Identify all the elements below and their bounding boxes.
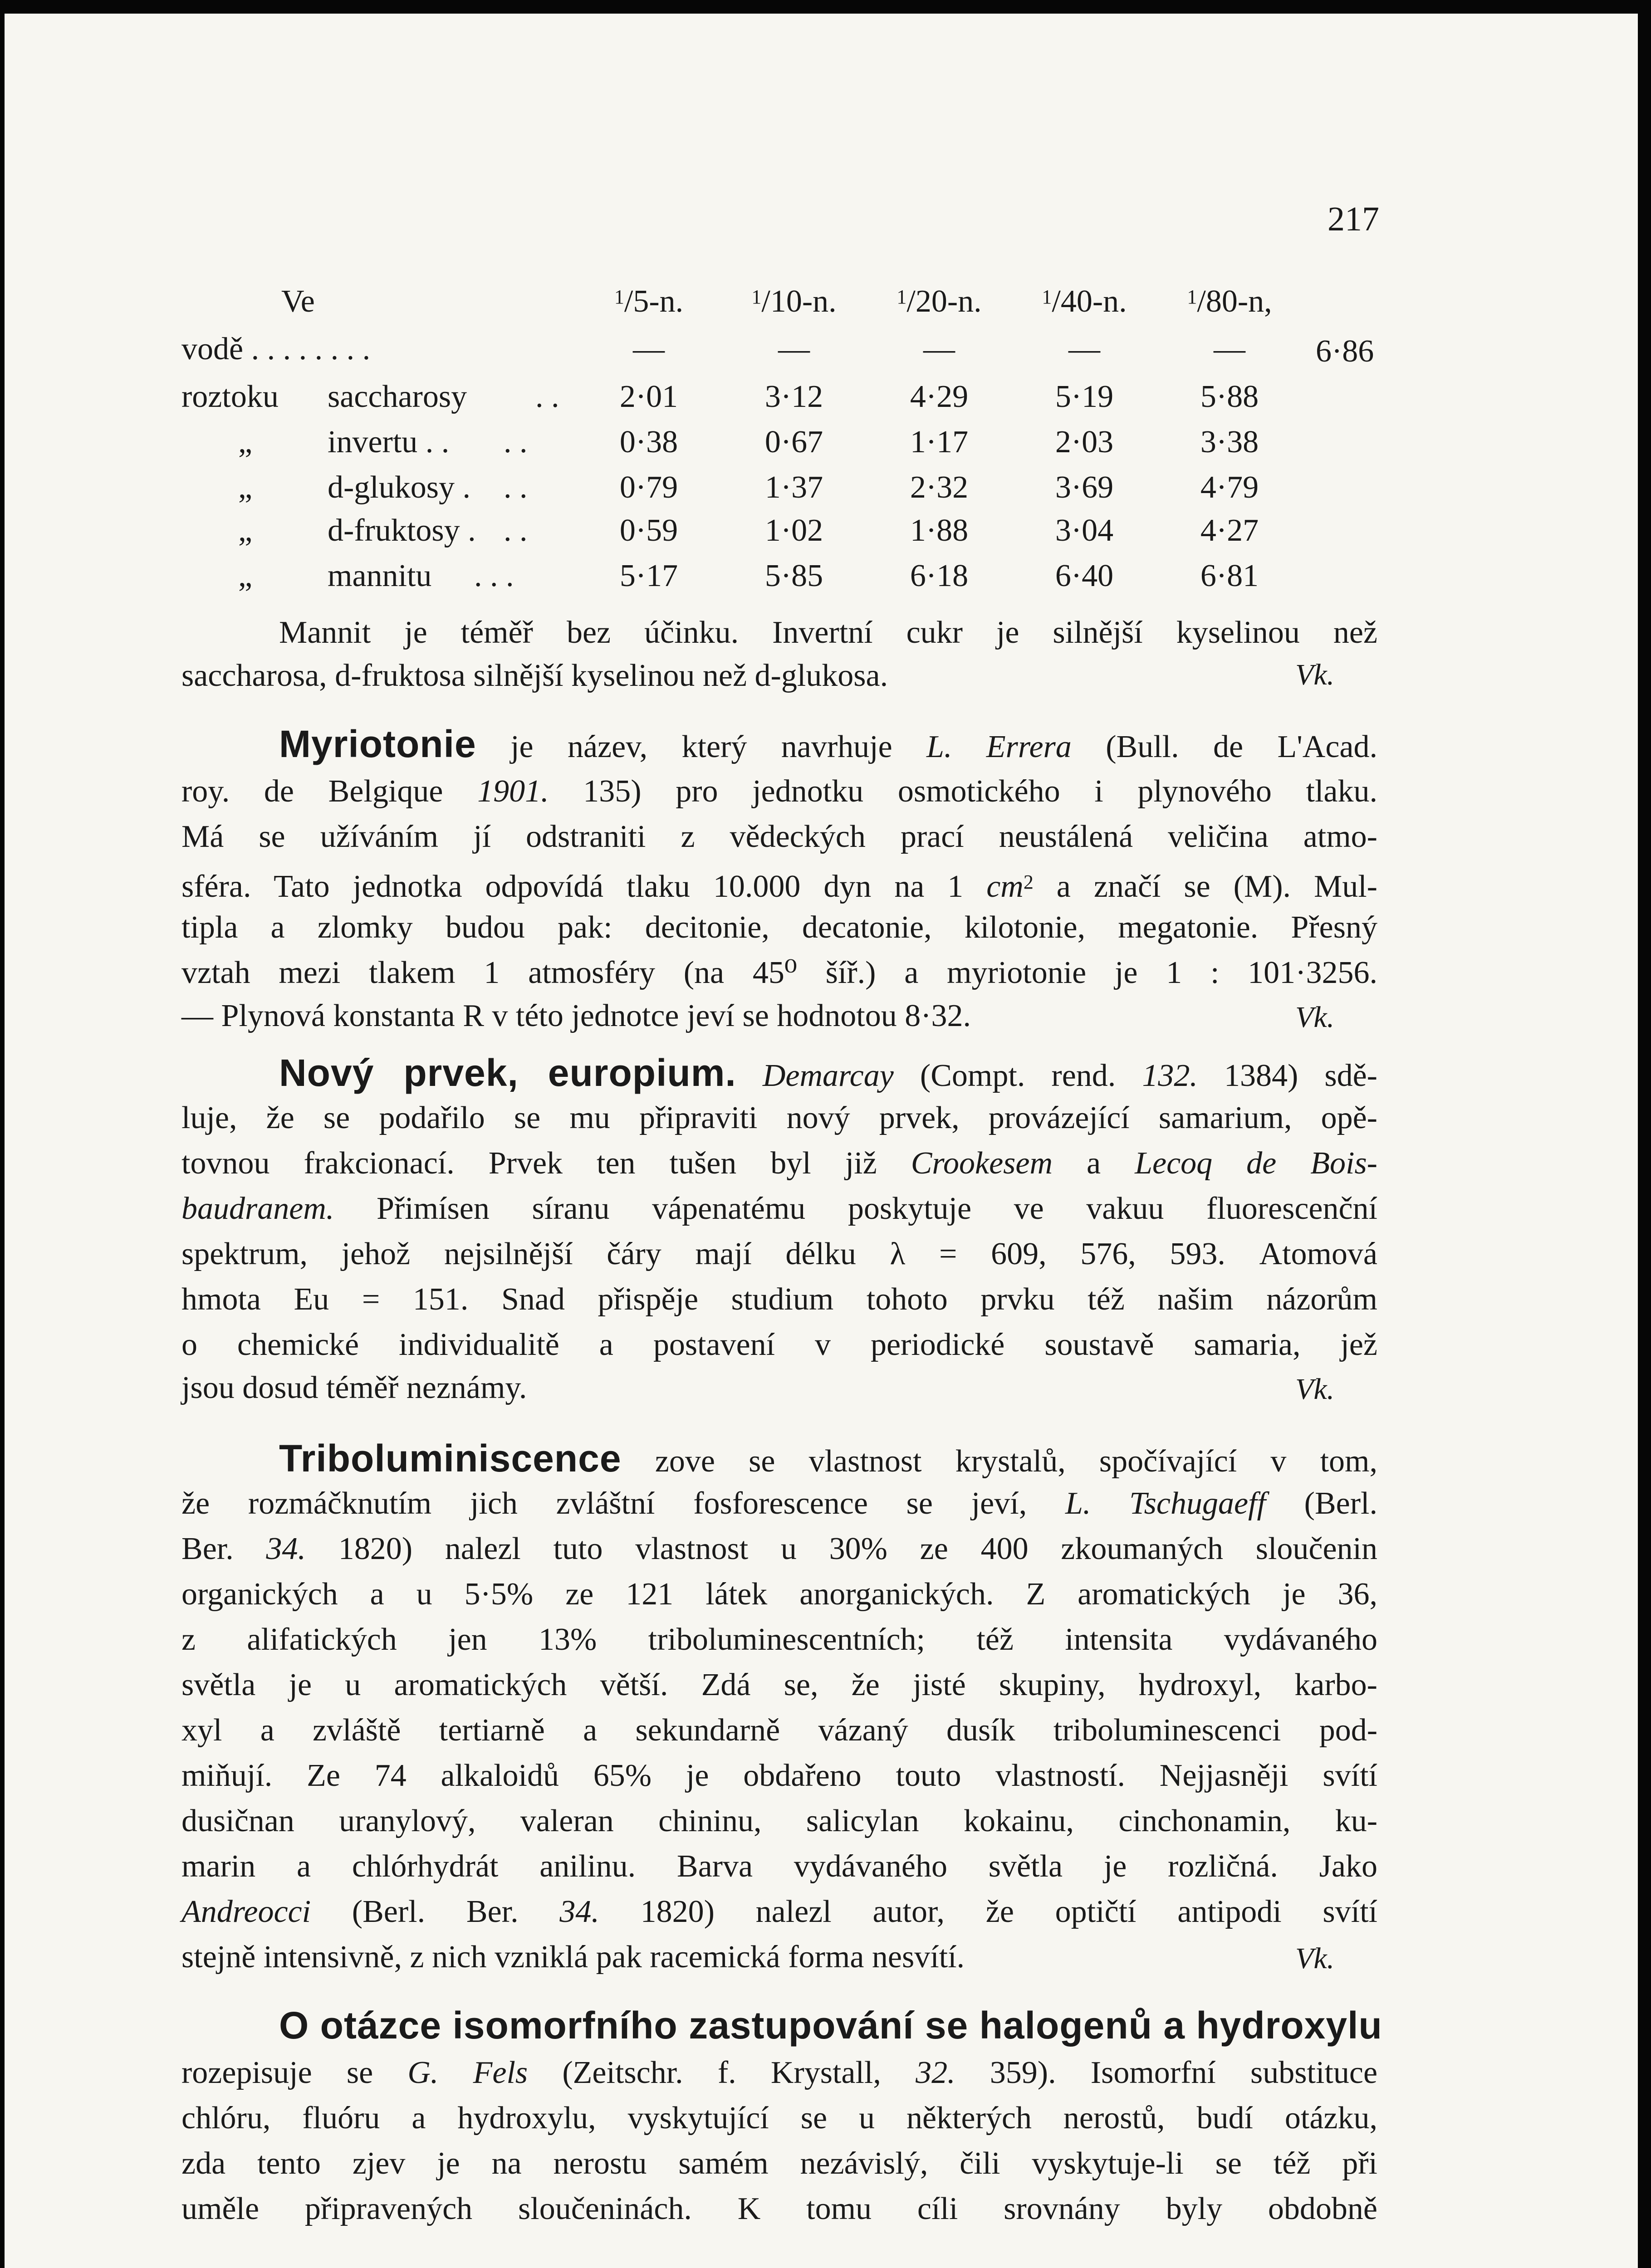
- table-cell: —: [1214, 332, 1245, 367]
- row-prefix: „: [238, 425, 253, 459]
- text-line: stejně intensivně, z nich vzniklá pak racemická forma nesvítí.: [181, 1940, 965, 1975]
- table-cell: 4·27: [1200, 513, 1259, 548]
- author-signature: Vk.: [1295, 1942, 1335, 1975]
- author-signature: Vk.: [1295, 1001, 1335, 1034]
- text-line: sféra. Tato jednotka odpovídá tlaku 10.000 dyn na 1 $cm^2$ a značí se (M). Mul-: [181, 869, 1377, 904]
- row-dots: . .: [535, 379, 559, 414]
- row-prefix: „: [238, 558, 253, 593]
- table-cell: 2·01: [619, 379, 678, 414]
- table-cell: 2·03: [1055, 425, 1114, 459]
- row-label: saccharosy: [328, 379, 467, 414]
- table-cell: 6·40: [1055, 558, 1114, 593]
- text-line: jsou dosud téměř neznámy.: [181, 1370, 527, 1405]
- row-prefix: „: [238, 470, 253, 505]
- article-heading: Myriotonie: [279, 723, 476, 765]
- table-cell: 0·67: [764, 425, 823, 459]
- text-line: saccharosa, d-fruktosa silnější kyselinou než d-glukosa.: [181, 658, 888, 693]
- col-header-80: $^1$/80-n,: [1187, 284, 1272, 319]
- row-label: d-fruktosy .: [328, 513, 476, 548]
- col-header-5: $^1$/5-n.: [614, 284, 684, 319]
- text-line: xyl a zvláště tertiarně a sekundarně vázaný dusík triboluminescenci pod-: [181, 1713, 1377, 1748]
- row-dots: . . .: [474, 558, 514, 593]
- text-line: — Plynová konstanta R v této jednotce jeví se hodnotou 8·32.: [181, 998, 971, 1033]
- text-line: světla je u aromatických větší. Zdá se, že jisté skupiny, hydroxyl, karbo-: [181, 1667, 1377, 1702]
- table-cell: 4·79: [1200, 470, 1259, 505]
- col-header-10: $^1$/10-n.: [751, 284, 837, 319]
- text-line: zda tento zjev je na nerostu samém nezávislý, čili vyskytuje-li se též při: [181, 2146, 1377, 2181]
- text-line: Triboluminiscence zove se vlastnost krystalů, spočívající v tom,: [279, 1437, 1377, 1480]
- table-cell: 1·37: [764, 470, 823, 505]
- table-cell: 4·29: [910, 379, 969, 414]
- table-cell: 1·88: [910, 513, 969, 548]
- text-line: Nový prvek, europium. Demarcay (Compt. rend. 132. 1384) sdě-: [279, 1051, 1377, 1094]
- text-line: Andreocci (Berl. Ber. 34. 1820) nalezl autor, že optičtí antipodi svítí: [181, 1894, 1377, 1929]
- table-cell: 1·02: [764, 513, 823, 548]
- acidity-table: [0, 0, 1651, 635]
- table-cell: 1·17: [910, 425, 969, 459]
- table-cell: 6·81: [1200, 558, 1259, 593]
- table-cell: 3·69: [1055, 470, 1114, 505]
- text-line: tipla a zlomky budou pak: decitonie, decatonie, kilotonie, megatonie. Přesný: [181, 910, 1377, 945]
- table-cell: 5·88: [1200, 379, 1259, 414]
- text-line: Mannit je téměř bez účinku. Invertní cukr je silnější kyselinou než: [279, 615, 1377, 650]
- text-line: uměle připravených sloučeninách. K tomu cíli srovnány byly obdobně: [181, 2191, 1377, 2226]
- row-prefix: roztoku: [181, 379, 279, 414]
- text-line: roy. de Belgique 1901. 135) pro jednotku osmotického i plynového tlaku.: [181, 774, 1378, 809]
- table-cell: 3·38: [1200, 425, 1259, 459]
- article-heading: O otázce isomorfního zastupování se halogenů a hydroxylu: [279, 2004, 1382, 2047]
- text-line: luje, že se podařilo se mu připraviti nový prvek, provázející samarium, opě-: [181, 1100, 1377, 1135]
- voda-value: 6·86: [1316, 334, 1374, 369]
- text-line: miňují. Ze 74 alkaloidů 65% je obdařeno touto vlastností. Nejjasněji svítí: [181, 1758, 1377, 1793]
- row-dots: . .: [504, 470, 528, 505]
- table-cell: 0·59: [619, 513, 678, 548]
- col-header-20: $^1$/20-n.: [897, 284, 982, 319]
- row-dots: . .: [504, 425, 528, 459]
- text-line: [279, 2003, 1382, 2051]
- table-cell: 3·12: [764, 379, 823, 414]
- row-prefix: „: [238, 513, 253, 548]
- table-cell: 6·18: [910, 558, 969, 593]
- table-cell: 0·38: [619, 425, 678, 459]
- text-line: baudranem. Přimísen síranu vápenatému poskytuje ve vakuu fluorescenční: [181, 1191, 1377, 1226]
- text-line: Myriotonie je název, který navrhuje L. Errera (Bull. de L'Acad.: [279, 723, 1378, 765]
- row-label: mannitu: [328, 558, 432, 593]
- col-header-40: $^1$/40-n.: [1042, 284, 1127, 319]
- text-line: o chemické individualitě a postavení v periodické soustavě samaria, jež: [181, 1327, 1377, 1362]
- table-cell: 3·04: [1055, 513, 1114, 548]
- table-cell: —: [923, 332, 955, 367]
- table-cell: 5·19: [1055, 379, 1114, 414]
- text-line: že rozmáčknutím jich zvláštní fosforescence se jeví, L. Tschugaeff (Berl.: [181, 1486, 1378, 1521]
- row-label: invertu . .: [328, 425, 450, 459]
- text-line: Ber. 34. 1820) nalezl tuto vlastnost u 30% ze 400 zkoumaných sloučenin: [181, 1531, 1377, 1566]
- table-cell: —: [778, 332, 810, 367]
- table-cell: 5·17: [619, 558, 678, 593]
- text-line: organických a u 5·5% ze 121 látek anorganických. Z aromatických je 36,: [181, 1577, 1377, 1612]
- text-line: z alifatických jen 13% triboluminescentních; též intensita vydávaného: [181, 1622, 1377, 1657]
- text-line: chlóru, fluóru a hydroxylu, vyskytující se u některých nerostů, budí otázku,: [181, 2101, 1377, 2136]
- article-heading: Nový prvek, europium.: [279, 1051, 736, 1094]
- text-line: rozepisuje se G. Fels (Zeitschr. f. Krystall, 32. 359). Isomorfní substituce: [181, 2055, 1378, 2090]
- table-cell: 0·79: [619, 470, 678, 505]
- row-label-voda: vodě . . . . . . . .: [181, 332, 371, 367]
- text-line: vztah mezi tlakem 1 atmosféry (na 45⁰ šíř.) a myriotonie je 1 : 101·3256.: [181, 955, 1377, 990]
- text-line: dusičnan uranylový, valeran chininu, salicylan kokainu, cinchonamin, ku-: [181, 1804, 1377, 1838]
- text-line: hmota Eu = 151. Snad přispěje studium tohoto prvku též našim názorům: [181, 1282, 1377, 1317]
- table-cell: —: [633, 332, 665, 367]
- table-cell: 5·85: [764, 558, 823, 593]
- page-number: 217: [1328, 200, 1379, 238]
- author-signature: Vk.: [1295, 1373, 1335, 1406]
- text-line: spektrum, jehož nejsilnější čáry mají délku λ = 609, 576, 593. Atomová: [181, 1237, 1377, 1271]
- row-dots: . .: [504, 513, 528, 548]
- table-header-ve: Ve: [281, 284, 315, 319]
- text-line: tovnou frakcionací. Prvek ten tušen byl již Crookesem a Lecoq de Bois-: [181, 1146, 1377, 1181]
- text-line: marin a chlórhydrát anilinu. Barva vydávaného světla je rozličná. Jako: [181, 1849, 1377, 1884]
- author-signature: Vk.: [1295, 658, 1335, 691]
- table-cell: 2·32: [910, 470, 969, 505]
- table-cell: —: [1068, 332, 1100, 367]
- article-heading: Triboluminiscence: [279, 1437, 622, 1480]
- row-label: d-glukosy .: [328, 470, 470, 505]
- text-line: Má se užíváním jí odstraniti z vědeckých prací neustálená veličina atmo-: [181, 819, 1377, 854]
